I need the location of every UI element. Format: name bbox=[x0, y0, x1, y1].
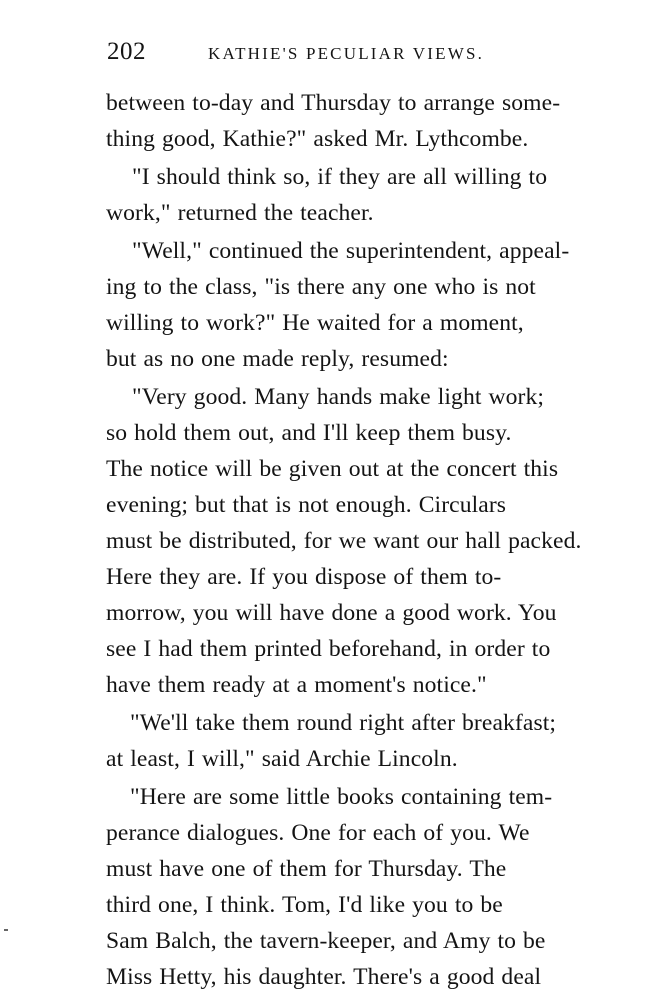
text-line: Sam Balch, the tavern-keeper, and Amy to be bbox=[106, 928, 546, 954]
text-line: at least, I will," said Archie Lincoln. bbox=[106, 746, 458, 772]
text-line: between to-day and Thursday to arrange some- bbox=[106, 90, 561, 116]
text-line: morrow, you will have done a good work. You bbox=[106, 600, 557, 626]
text-line: "Very good. Many hands make light work; bbox=[132, 384, 545, 410]
page-header bbox=[107, 34, 627, 74]
text-line: must be distributed, for we want our hall packed. bbox=[106, 528, 582, 554]
scan-edge-mark bbox=[4, 929, 8, 931]
text-line: evening; but that is not enough. Circulars bbox=[106, 492, 507, 518]
text-line: "Here are some little books containing tem- bbox=[130, 784, 553, 810]
text-line: perance dialogues. One for each of you. We bbox=[106, 820, 530, 846]
text-line: but as no one made reply, resumed: bbox=[106, 346, 449, 372]
text-line: The notice will be given out at the concert this bbox=[106, 456, 559, 482]
text-line: willing to work?" He waited for a moment, bbox=[106, 310, 524, 336]
running-title: KATHIE'S PECULIAR VIEWS. bbox=[208, 44, 485, 63]
text-line: third one, I think. Tom, I'd like you to be bbox=[106, 892, 503, 918]
text-line: ing to the class, "is there any one who is not bbox=[106, 274, 536, 300]
text-line: have them ready at a moment's notice." bbox=[106, 672, 487, 698]
text-line: work," returned the teacher. bbox=[106, 200, 374, 226]
text-line: "We'll take them round right after breakfast; bbox=[130, 710, 557, 736]
text-line: Miss Hetty, his daughter. There's a good deal bbox=[106, 964, 542, 990]
text-line: thing good, Kathie?" asked Mr. Lythcombe. bbox=[106, 126, 529, 152]
text-line: "Well," continued the superintendent, appeal- bbox=[132, 238, 570, 264]
text-line: see I had them printed beforehand, in order to bbox=[106, 636, 551, 662]
text-line: "I should think so, if they are all willing to bbox=[132, 164, 548, 190]
page-number: 202 bbox=[107, 38, 146, 65]
text-line: so hold them out, and I'll keep them busy. bbox=[106, 420, 512, 446]
text-line: must have one of them for Thursday. The bbox=[106, 856, 507, 882]
text-line: Here they are. If you dispose of them to- bbox=[106, 564, 502, 590]
